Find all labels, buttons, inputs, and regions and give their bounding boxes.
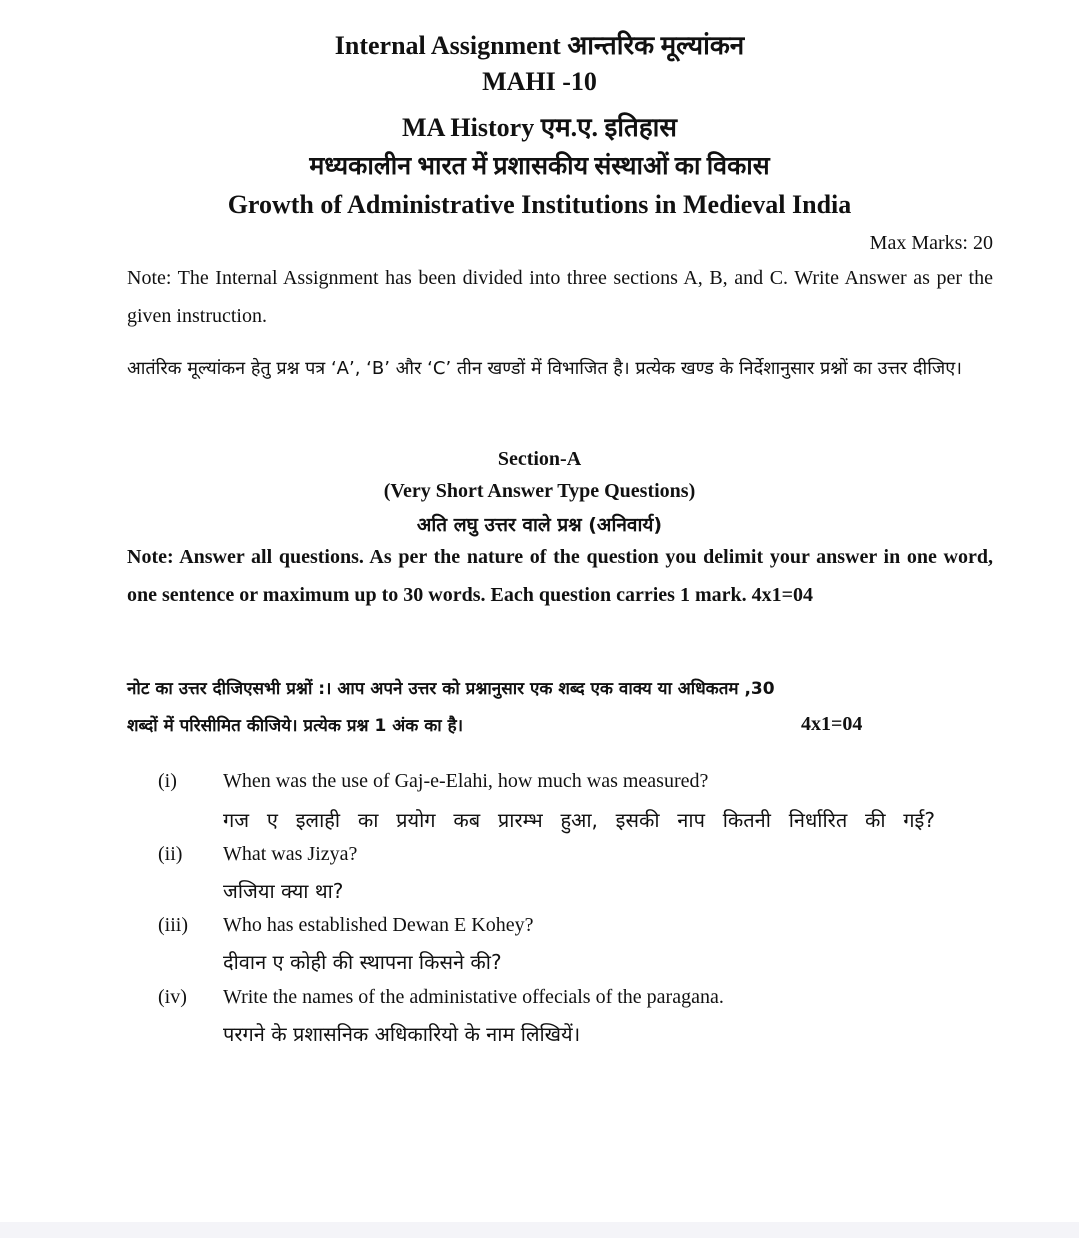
section-a-note-hindi-marks: 4x1=04 xyxy=(801,713,863,735)
question-text-english: What was Jizya? xyxy=(223,843,358,865)
question-number: (ii) xyxy=(158,843,183,865)
question-number: (iv) xyxy=(158,986,187,1008)
programme-name: MA History एम.ए. इतिहास xyxy=(402,113,677,142)
question-number: (iii) xyxy=(158,914,188,936)
question-text-hindi: दीवान ए कोही की स्थापना किसने की? xyxy=(223,950,502,974)
question-text-hindi: जजिया क्या था? xyxy=(223,879,344,903)
course-code: MAHI -10 xyxy=(482,67,597,96)
section-a-note-english: Note: Answer all questions. As per the nature of the question you delimit your answer in one word, one sentence or maximum up to 30 words. Each question carries 1 mark. 4x1=04 xyxy=(127,546,993,606)
max-marks: Max Marks: 20 xyxy=(869,232,993,254)
question-text-english: When was the use of Gaj-e-Elahi, how much was measured? xyxy=(223,770,709,792)
section-a-note-hindi-line1: नोट का उत्तर दीजिएसभी प्रश्नों :। आप अपने उत्तर को प्रश्नानुसार एक शब्द एक वाक्य या अधिकतम ,30 xyxy=(127,679,775,699)
question-text-hindi: गज ए इलाही का प्रयोग कब प्रारम्भ हुआ, इसकी नाप कितनी निर्धारित की गई? xyxy=(223,808,935,832)
course-title-english: Growth of Administrative Institutions in Medieval India xyxy=(227,190,852,219)
note-english: Note: The Internal Assignment has been divided into three sections A, B, and C. Write Answer as per the given instruction. xyxy=(127,267,993,327)
section-a-note-hindi-line2: शब्दों में परिसीमित कीजिये। प्रत्येक प्रश्न 1 अंक का है। xyxy=(127,716,464,736)
section-a-subheading-english: (Very Short Answer Type Questions) xyxy=(383,480,696,502)
section-a-subheading-hindi: अति लघु उत्तर वाले प्रश्न (अनिवार्य) xyxy=(416,514,663,536)
assignment-title: Internal Assignment आन्तरिक मूल्यांकन xyxy=(334,31,745,60)
question-text-hindi: परगने के प्रशासनिक अधिकारियो के नाम लिखियें। xyxy=(223,1022,581,1046)
bottom-strip xyxy=(0,1222,1079,1238)
question-number: (i) xyxy=(158,770,177,792)
question-text-english: Write the names of the administative offecials of the paragana. xyxy=(223,986,724,1008)
question-text-english: Who has established Dewan E Kohey? xyxy=(223,914,534,936)
course-title-hindi: मध्यकालीन भारत में प्रशासकीय संस्थाओं का विकास xyxy=(309,153,770,180)
section-a-heading: Section-A xyxy=(497,448,582,470)
note-hindi: आतंरिक मूल्यांकन हेतु प्रश्न पत्र ‘A’, ‘B’ और ‘C’ तीन खण्डों में विभाजित है। प्रत्येक खण्ड के निर्देशानुसार प्रश्नों का उत्तर दीजिए। xyxy=(127,358,962,379)
